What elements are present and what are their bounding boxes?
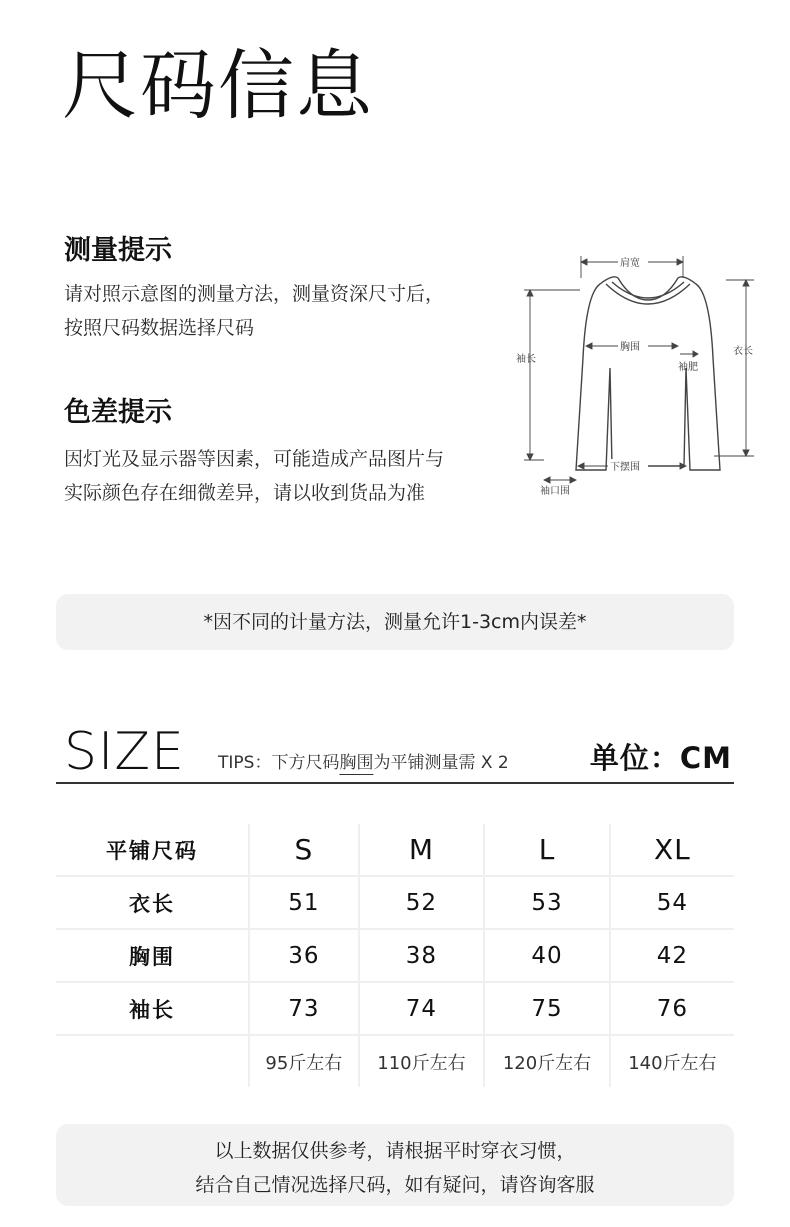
- color-tip-heading: 色差提示: [64, 397, 172, 428]
- size-m: M: [359, 824, 485, 876]
- measure-tip-line: 请对照示意图的测量方法，测量资深尺寸后，: [64, 283, 445, 305]
- weight-cell: 95斤左右: [249, 1035, 359, 1087]
- table-cell: 38: [359, 929, 485, 982]
- label-chest: 胸围: [620, 342, 640, 353]
- tips-prefix: TIPS：下方尺码: [218, 753, 340, 773]
- label-sleeve-length: 袖长: [516, 354, 536, 365]
- size-tips: [218, 748, 509, 773]
- table-cell: 53: [484, 876, 610, 929]
- tips-suffix: 为平铺测量需 X 2: [373, 753, 509, 773]
- label-cuff: 袖口围: [540, 486, 570, 497]
- table-cell: 75: [484, 982, 610, 1035]
- table-cell: 74: [359, 982, 485, 1035]
- measure-tip-line: 按照尺码数据选择尺码: [64, 317, 255, 339]
- label-body-length: 衣长: [733, 346, 753, 357]
- table-row-chest: [56, 929, 734, 982]
- table-cell: 73: [249, 982, 359, 1035]
- table-header-row: [56, 824, 734, 876]
- header-label: 平铺尺码: [106, 838, 198, 863]
- color-tip-line: 因灯光及显示器等因素，可能造成产品图片与: [64, 448, 445, 470]
- table-cell: 51: [249, 876, 359, 929]
- label-hem: 下摆围: [610, 462, 640, 473]
- table-cell: 40: [484, 929, 610, 982]
- weight-cell: 140斤左右: [610, 1035, 734, 1087]
- table-cell: 42: [610, 929, 734, 982]
- row-label-empty: [56, 1035, 249, 1087]
- label-shoulder: 肩宽: [620, 258, 640, 269]
- size-xl: XL: [610, 824, 734, 876]
- measurement-diagram: [508, 248, 778, 508]
- footer-line: 结合自己情况选择尺码，如有疑问，请咨询客服: [195, 1174, 595, 1196]
- table-cell: 54: [610, 876, 734, 929]
- table-cell: 36: [249, 929, 359, 982]
- size-unit: 单位：CM: [589, 741, 732, 775]
- sweatshirt-diagram: [508, 248, 778, 508]
- footer-note: [56, 1124, 734, 1206]
- measurement-error-note: *因不同的计量方法，测量允许1-3cm内误差*: [56, 594, 734, 650]
- size-s: S: [249, 824, 359, 876]
- weight-cell: 110斤左右: [359, 1035, 485, 1087]
- table-row-weight: [56, 1035, 734, 1087]
- color-tip-line: 实际颜色存在细微差异，请以收到货品为准: [64, 482, 426, 504]
- size-l: L: [484, 824, 610, 876]
- row-label: 衣长: [56, 876, 249, 929]
- size-header: [56, 722, 734, 784]
- tips-highlight: 胸围: [339, 753, 374, 773]
- weight-cell: 120斤左右: [484, 1035, 610, 1087]
- table-row-body-length: [56, 876, 734, 929]
- page-title: 尺码信息: [62, 41, 374, 130]
- size-title: SIZE: [64, 722, 185, 782]
- table-cell: 52: [359, 876, 485, 929]
- sweatshirt-outline: [576, 277, 720, 470]
- measure-tip-text: [64, 277, 534, 345]
- row-label: 袖长: [56, 982, 249, 1035]
- table-row-sleeve-length: [56, 982, 734, 1035]
- color-tip-text: [64, 442, 534, 510]
- row-label: 胸围: [56, 929, 249, 982]
- table-cell: 76: [610, 982, 734, 1035]
- measure-tip-heading: 测量提示: [64, 235, 172, 266]
- size-table: [56, 824, 734, 1087]
- label-sleeve-width: 袖肥: [678, 362, 698, 373]
- footer-line: 以上数据仅供参考，请根据平时穿衣习惯，: [214, 1140, 576, 1162]
